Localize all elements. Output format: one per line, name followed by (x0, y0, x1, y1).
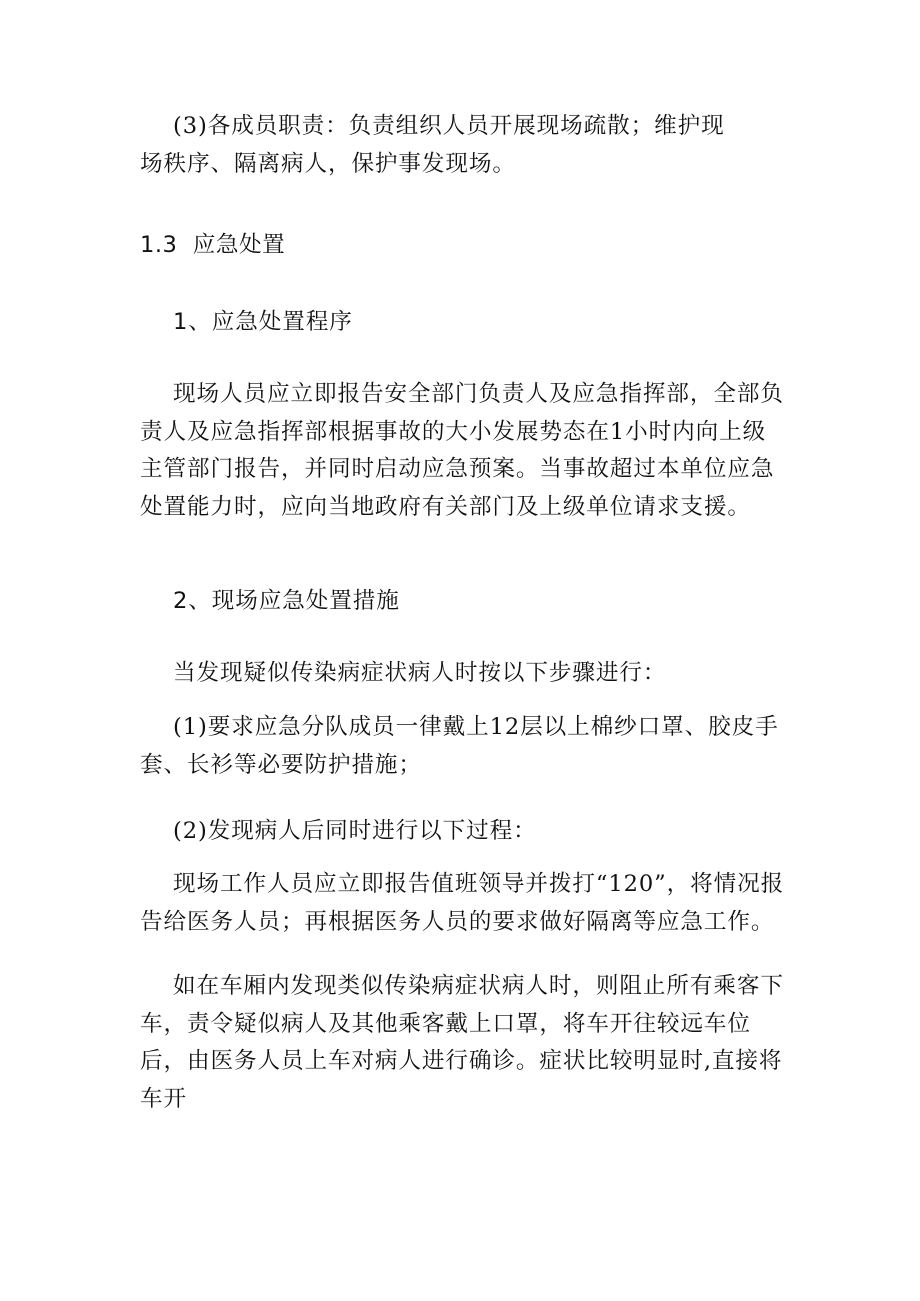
paragraph-report-120: 现场工作人员应立即报告值班领导并拨打“120”，将情况报告给医务人员；再根据医务人员的要求做好隔离等应急工作。 (140, 871, 785, 935)
subheading-emergency-procedure: 1、应急处置程序 (173, 309, 353, 335)
section-heading-1-3: 1.3 应急处置 (140, 232, 286, 258)
subheading-onsite-measures: 2、现场应急处置措施 (173, 588, 400, 614)
paragraph-step-2: (2)发现病人后同时进行以下过程： (173, 818, 537, 844)
paragraph-carriage-case: 如在车厢内发现类似传染病症状病人时，则阻止所有乘客下车，责令疑似病人及其他乘客戴上口罩，将车开往较远车位后，由医务人员上车对病人进行确诊。症状比较明显时,直接将车开 (140, 973, 784, 1112)
paragraph-procedure-body: 现场人员应立即报告安全部门负责人及应急指挥部，全部负责人及应急指挥部根据事故的大小发展势态在1小时内向上级主管部门报告，并同时启动应急预案。当事故超过本单位应急处置能力时，应向当地政府有关部门及上级单位请求支援。 (140, 381, 784, 520)
paragraph-steps-intro: 当发现疑似传染病症状病人时按以下步骤进行： (173, 660, 667, 686)
paragraph-member-duties: (3)各成员职责：负责组织人员开展现场疏散；维护现场秩序、隔离病人，保护事发现场。 (140, 113, 725, 177)
paragraph-step-1: (1)要求应急分队成员一律戴上12层以上棉纱口罩、胶皮手套、长衫等必要防护措施； (140, 714, 779, 778)
